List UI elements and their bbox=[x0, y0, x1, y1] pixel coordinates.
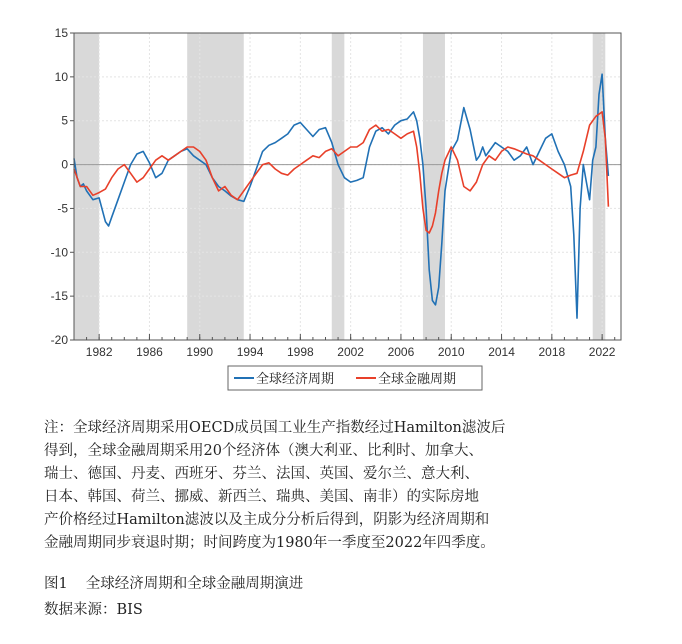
note-line: 瑞士、德国、丹麦、西班牙、芬兰、法国、英国、爱尔兰、意大利、 bbox=[44, 466, 479, 482]
y-axis-ticks bbox=[51, 26, 74, 347]
legend-label-financial: 全球金融周期 bbox=[378, 372, 457, 387]
legend-label-economic: 全球经济周期 bbox=[256, 372, 335, 387]
y-tick-label: 10 bbox=[54, 69, 68, 84]
y-tick-label: 0 bbox=[61, 157, 68, 172]
y-tick-label: 15 bbox=[54, 26, 68, 40]
recession-band bbox=[187, 33, 244, 340]
x-tick-label: 2002 bbox=[337, 345, 364, 359]
legend bbox=[228, 366, 482, 390]
recession-band bbox=[332, 33, 345, 340]
recession-band bbox=[423, 33, 445, 340]
x-tick-label: 2022 bbox=[588, 345, 616, 359]
chart-notes bbox=[44, 417, 644, 555]
y-tick-label: -10 bbox=[50, 245, 68, 260]
y-tick-label: -5 bbox=[57, 201, 68, 216]
x-tick-label: 2014 bbox=[488, 345, 515, 359]
y-tick-label: 5 bbox=[61, 113, 68, 128]
x-tick-label: 1986 bbox=[136, 345, 163, 359]
note-line: 产价格经过Hamilton滤波以及主成分分析后得到，阴影为经济周期和 bbox=[44, 512, 490, 528]
figure-number: 图1 bbox=[44, 576, 68, 592]
figure-caption bbox=[44, 572, 321, 593]
x-tick-label: 1990 bbox=[186, 345, 214, 359]
x-tick-label: 2018 bbox=[538, 345, 566, 359]
plot-background bbox=[74, 33, 621, 340]
y-tick-label: -20 bbox=[50, 333, 68, 347]
x-tick-label: 1982 bbox=[85, 345, 113, 359]
x-tick-label: 2006 bbox=[387, 345, 415, 359]
y-tick-label: -15 bbox=[50, 289, 68, 304]
recession-band bbox=[593, 33, 606, 340]
data-source: 数据来源：BIS bbox=[44, 602, 143, 618]
note-line: 日本、韩国、荷兰、挪威、新西兰、瑞典、美国、南非）的实际房地 bbox=[44, 489, 479, 505]
x-tick-label: 1998 bbox=[286, 345, 314, 359]
note-line: 得到，全球金融周期采用20个经济体（澳大利亚、比利时、加拿大、 bbox=[44, 443, 483, 459]
figure-title: 全球经济周期和全球金融周期演进 bbox=[85, 576, 304, 592]
x-tick-label: 2010 bbox=[437, 345, 465, 359]
x-tick-label: 1994 bbox=[236, 345, 264, 359]
note-line: 注：全球经济周期采用OECD成员国工业生产指数经过Hamilton滤波后 bbox=[44, 420, 506, 436]
note-line: 金融周期同步衰退时期；时间跨度为1980年一季度至2022年四季度。 bbox=[44, 535, 495, 551]
